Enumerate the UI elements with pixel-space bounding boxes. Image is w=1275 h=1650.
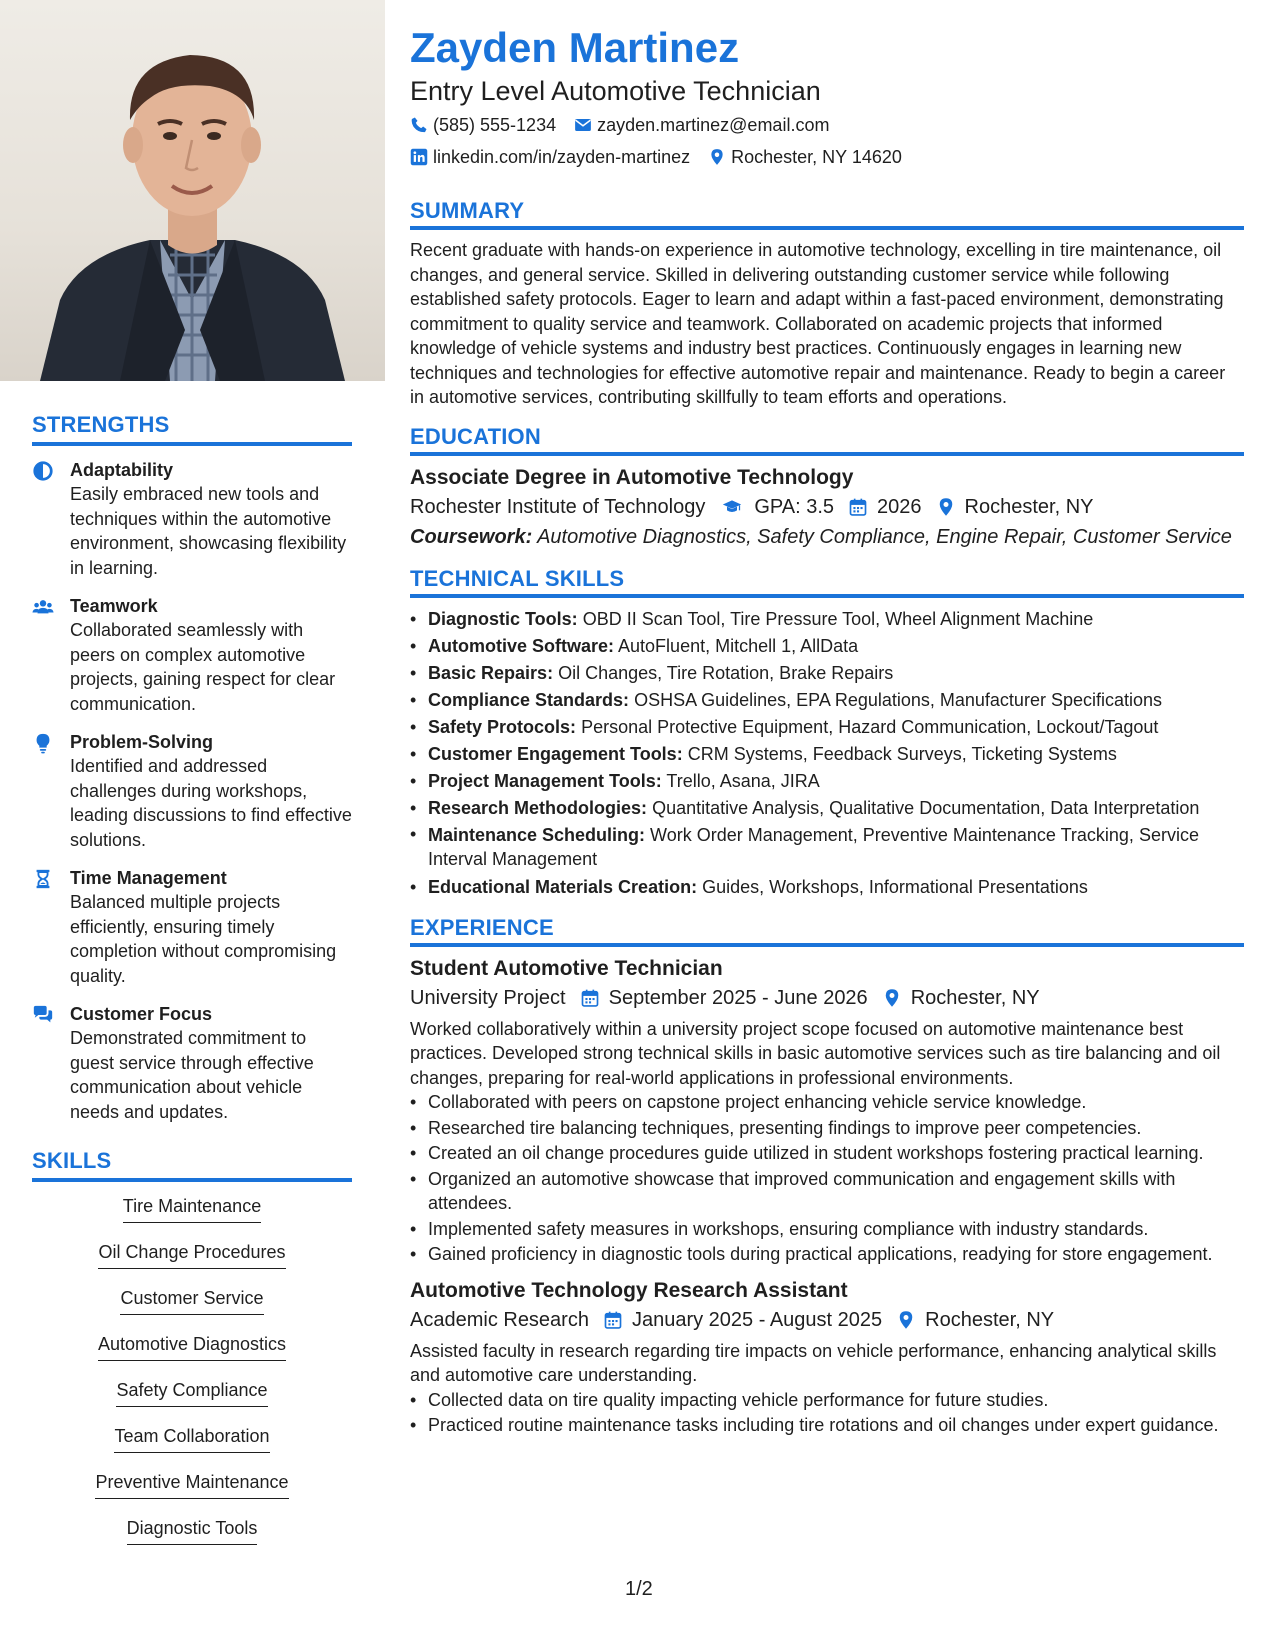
calendar-icon bbox=[848, 497, 868, 517]
skill-category-value: CRM Systems, Feedback Surveys, Ticketing Systems bbox=[687, 743, 1117, 764]
list-item bbox=[410, 633, 1244, 660]
skill-category-label: Customer Engagement Tools: bbox=[428, 743, 683, 764]
graduation-cap-icon bbox=[719, 497, 745, 517]
job-entry bbox=[410, 955, 1244, 1267]
portrait-illustration bbox=[0, 0, 385, 381]
location-text: Rochester, NY 14620 bbox=[731, 147, 902, 167]
skill-tag: Automotive Diagnostics bbox=[98, 1332, 286, 1361]
location-contact bbox=[708, 142, 902, 172]
skills-list bbox=[32, 1194, 352, 1562]
phone-text: (585) 555-1234 bbox=[433, 115, 557, 135]
skill-category-label: Automotive Software: bbox=[428, 635, 615, 656]
job-meta bbox=[410, 983, 1244, 1013]
phone-icon bbox=[410, 116, 428, 134]
contact-row bbox=[410, 110, 1244, 140]
skill-tag: Preventive Maintenance bbox=[95, 1470, 288, 1499]
linkedin-text: linkedin.com/in/zayden-martinez bbox=[433, 147, 691, 167]
job-entry bbox=[410, 1277, 1244, 1438]
school-location-text: Rochester, NY bbox=[964, 495, 1094, 518]
page-number: 1/2 bbox=[625, 1578, 653, 1600]
job-dates-item bbox=[580, 983, 868, 1013]
technical-skills-list bbox=[410, 606, 1244, 901]
map-pin-icon bbox=[936, 497, 956, 517]
skill-category-value: Quantitative Analysis, Qualitative Documentation, Data Interpretation bbox=[652, 797, 1200, 818]
chat-icon bbox=[32, 1004, 54, 1026]
skill-category-label: Educational Materials Creation: bbox=[428, 876, 698, 897]
grad-year-text: 2026 bbox=[877, 495, 922, 518]
list-item bbox=[410, 687, 1244, 714]
skill-category-value: Trello, Asana, JIRA bbox=[666, 770, 820, 791]
grad-year-item bbox=[848, 492, 922, 522]
job-location-item bbox=[882, 983, 1040, 1013]
skill-category-value: Guides, Workshops, Informational Presentations bbox=[702, 876, 1088, 897]
gpa-text: GPA: 3.5 bbox=[754, 495, 835, 518]
list-item bbox=[410, 768, 1244, 795]
job-title: Student Automotive Technician bbox=[410, 956, 723, 980]
school-name: Rochester Institute of Technology bbox=[410, 495, 706, 518]
strength-description: Identified and addressed challenges during workshops, leading discussions to find effective solutions. bbox=[70, 756, 352, 850]
list-item: • Collaborated with peers on capstone project enhancing vehicle service knowledge. bbox=[410, 1090, 1244, 1115]
job-title: Automotive Technology Research Assistant bbox=[410, 1278, 848, 1302]
calendar-icon bbox=[603, 1310, 623, 1330]
strength-description: Balanced multiple projects efficiently, ensuring timely completion without compromising quality. bbox=[70, 892, 337, 986]
calendar-icon bbox=[580, 988, 600, 1008]
lightbulb-icon bbox=[32, 732, 54, 754]
list-item: • Practiced routine maintenance tasks including tire rotations and oil changes under expert guidance. bbox=[410, 1413, 1244, 1438]
strength-item bbox=[32, 730, 352, 852]
job-bullets bbox=[410, 1090, 1244, 1267]
job-meta bbox=[410, 1305, 1244, 1335]
skills-heading: SKILLS bbox=[32, 1148, 352, 1182]
summary-text: Recent graduate with hands-on experience in automotive technology, excelling in tire maintenance, oil changes, and general service. Skilled in delivering outstanding customer service while following established safety protocols. Eager to learn and adapt within a fast-paced environment, demonstrating commitment to quality service and teamwork. Collaborated on academic projects that informed knowledge of vehicle systems and industry best practices. Continuously engages in learning new techniques and technologies for effective automotive repair and maintenance. Ready to begin a career in automotive services, contributing skillfully to team efforts and operations. bbox=[410, 240, 1226, 407]
contact-row bbox=[410, 142, 1244, 172]
email-text: zayden.martinez@email.com bbox=[597, 115, 830, 135]
hourglass-icon bbox=[32, 868, 54, 890]
strength-description: Collaborated seamlessly with peers on complex automotive projects, gaining respect for clear communication. bbox=[70, 620, 336, 714]
list-item: • Created an oil change procedures guide utilized in student workshops fostering practical learning. bbox=[410, 1141, 1244, 1166]
skill-category-label: Maintenance Scheduling: bbox=[428, 824, 646, 845]
job-bullets bbox=[410, 1388, 1244, 1438]
sidebar bbox=[0, 0, 385, 1650]
coursework-text: Automotive Diagnostics, Safety Compliance, Engine Repair, Customer Service bbox=[537, 525, 1232, 548]
strengths-heading: STRENGTHS bbox=[32, 412, 352, 446]
strength-description: Demonstrated commitment to guest service through effective communication about vehicle needs and updates. bbox=[70, 1028, 314, 1122]
strength-title: Adaptability bbox=[70, 460, 174, 480]
users-icon bbox=[32, 596, 54, 618]
linkedin-contact[interactable] bbox=[410, 142, 690, 172]
technical-skills-section bbox=[410, 566, 1244, 901]
skill-category-label: Research Methodologies: bbox=[428, 797, 648, 818]
skill-category-label: Project Management Tools: bbox=[428, 770, 662, 791]
strength-title: Time Management bbox=[70, 868, 227, 888]
email-icon bbox=[574, 116, 592, 134]
strength-item bbox=[32, 594, 352, 716]
skill-category-value: Oil Changes, Tire Rotation, Brake Repairs bbox=[558, 662, 894, 683]
job-dates-item bbox=[603, 1305, 882, 1335]
experience-section bbox=[410, 915, 1244, 1438]
list-item bbox=[410, 874, 1244, 901]
skill-category-value: Personal Protective Equipment, Hazard Communication, Lockout/Tagout bbox=[581, 716, 1159, 737]
degree-title: Associate Degree in Automotive Technology bbox=[410, 465, 854, 489]
skill-category-value: AutoFluent, Mitchell 1, AllData bbox=[618, 635, 859, 656]
list-item bbox=[410, 606, 1244, 633]
strength-item bbox=[32, 866, 352, 988]
skill-tag: Customer Service bbox=[120, 1286, 263, 1315]
list-item bbox=[410, 660, 1244, 687]
skill-category-value: OSHSA Guidelines, EPA Regulations, Manufacturer Specifications bbox=[634, 689, 1163, 710]
strength-title: Problem-Solving bbox=[70, 732, 214, 752]
list-item: • Collected data on tire quality impacting vehicle performance for future studies. bbox=[410, 1388, 1244, 1413]
skill-category-label: Safety Protocols: bbox=[428, 716, 577, 737]
strength-item bbox=[32, 1002, 352, 1124]
skill-tag: Team Collaboration bbox=[114, 1424, 269, 1453]
skill-category-label: Basic Repairs: bbox=[428, 662, 554, 683]
half-circle-icon bbox=[32, 460, 54, 482]
profile-photo bbox=[0, 0, 385, 381]
candidate-name: Zayden Martinez bbox=[410, 24, 740, 71]
gpa-item bbox=[719, 492, 834, 522]
email-contact[interactable] bbox=[574, 110, 829, 140]
skill-category-label: Compliance Standards: bbox=[428, 689, 630, 710]
summary-heading: SUMMARY bbox=[410, 198, 1244, 230]
school-location-item bbox=[936, 492, 1094, 522]
skill-category-label: Diagnostic Tools: bbox=[428, 608, 578, 629]
education-section bbox=[410, 424, 1244, 552]
strength-item bbox=[32, 458, 352, 580]
job-org: University Project bbox=[410, 986, 566, 1009]
education-heading: EDUCATION bbox=[410, 424, 1244, 456]
job-dates-text: September 2025 - June 2026 bbox=[608, 986, 868, 1009]
job-title: Entry Level Automotive Technician bbox=[410, 76, 821, 106]
skill-tag: Oil Change Procedures bbox=[98, 1240, 285, 1269]
job-location-item bbox=[896, 1305, 1054, 1335]
list-item: • Implemented safety measures in workshops, ensuring compliance with industry standards. bbox=[410, 1217, 1244, 1242]
skill-category-value: Work Order Management, Preventive Maintenance Tracking, Service Interval Management bbox=[428, 824, 1199, 869]
phone-contact[interactable] bbox=[410, 110, 556, 140]
job-org: Academic Research bbox=[410, 1308, 589, 1331]
skill-tag: Tire Maintenance bbox=[123, 1194, 261, 1223]
strength-title: Teamwork bbox=[70, 596, 158, 616]
job-description: Assisted faculty in research regarding tire impacts on vehicle performance, enhancing analytical skills and automotive care understanding. bbox=[410, 1340, 1217, 1385]
strength-title: Customer Focus bbox=[70, 1004, 213, 1024]
map-pin-icon bbox=[708, 148, 726, 166]
map-pin-icon bbox=[896, 1310, 916, 1330]
main-content bbox=[410, 22, 1244, 1439]
list-item bbox=[410, 714, 1244, 741]
list-item: • Researched tire balancing techniques, presenting findings to improve peer competencies. bbox=[410, 1116, 1244, 1141]
summary-section bbox=[410, 198, 1244, 410]
job-location-text: Rochester, NY bbox=[925, 1308, 1055, 1331]
coursework-line bbox=[410, 522, 1244, 552]
list-item bbox=[410, 741, 1244, 768]
job-description: Worked collaboratively within a university project scope focused on automotive maintenance best practices. Developed strong technical skills in basic automotive services such as tire balancing and oil changes, preparing for real-world applications in professional environments. bbox=[410, 1018, 1221, 1088]
list-item: • Gained proficiency in diagnostic tools during practical applications, readying for store engagement. bbox=[410, 1242, 1244, 1267]
list-item bbox=[410, 795, 1244, 822]
education-meta bbox=[410, 492, 1244, 522]
technical-skills-heading: TECHNICAL SKILLS bbox=[410, 566, 1244, 598]
skill-category-value: OBD II Scan Tool, Tire Pressure Tool, Wheel Alignment Machine bbox=[582, 608, 1094, 629]
strength-description: Easily embraced new tools and techniques within the automotive environment, showcasing flexibility in learning. bbox=[70, 484, 347, 578]
skill-tag: Diagnostic Tools bbox=[127, 1516, 258, 1545]
coursework-label: Coursework: bbox=[410, 525, 533, 548]
job-dates-text: January 2025 - August 2025 bbox=[631, 1308, 883, 1331]
linkedin-icon bbox=[410, 148, 428, 166]
list-item: • Organized an automotive showcase that improved communication and engagement skills with attendees. bbox=[410, 1167, 1244, 1216]
skill-tag: Safety Compliance bbox=[116, 1378, 267, 1407]
sidebar-content bbox=[32, 412, 352, 1562]
list-item bbox=[410, 822, 1244, 874]
job-location-text: Rochester, NY bbox=[910, 986, 1040, 1009]
map-pin-icon bbox=[882, 988, 902, 1008]
experience-heading: EXPERIENCE bbox=[410, 915, 1244, 947]
